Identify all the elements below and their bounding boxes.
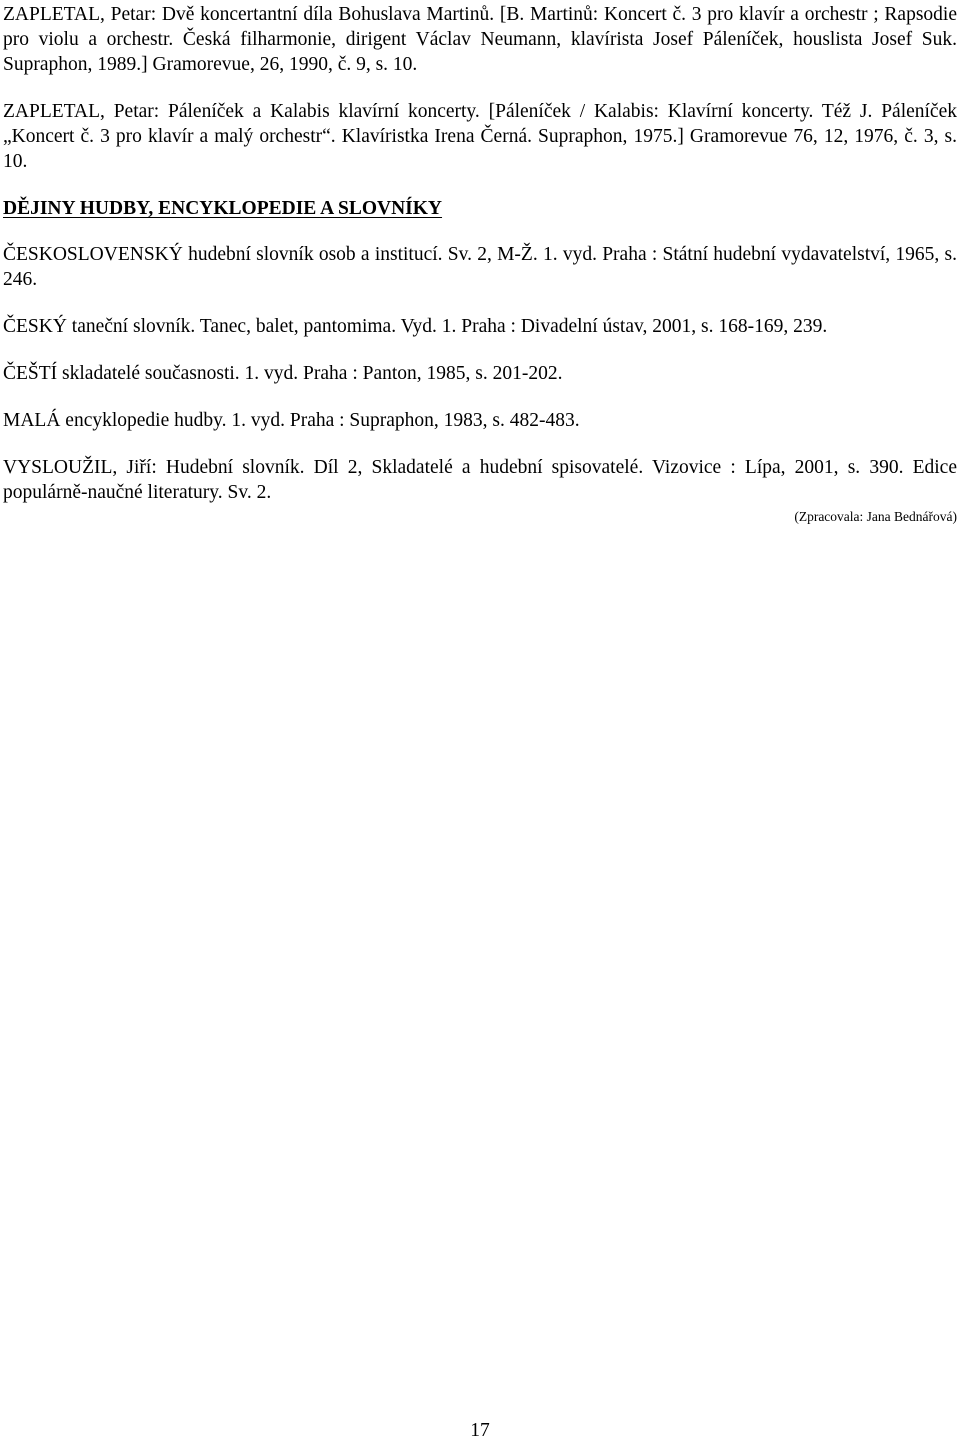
bibliography-entry: VYSLOUŽIL, Jiří: Hudební slovník. Díl 2, Skladatelé a hudební spisovatelé. Vizovice : Lípa, 2001, s. 390. Edice populárně-naučné literatury. Sv. 2.	[3, 457, 957, 503]
page-number: 17	[470, 1420, 490, 1441]
bibliography-entry: ČESKÝ taneční slovník. Tanec, balet, pantomima. Vyd. 1. Praha : Divadelní ústav, 2001, s. 168-169, 239.	[3, 316, 828, 337]
section-heading: DĚJINY HUDBY, ENCYKLOPEDIE A SLOVNÍKY	[3, 198, 443, 219]
bibliography-entry: ZAPLETAL, Petar: Dvě koncertantní díla Bohuslava Martinů. [B. Martinů: Koncert č. 3 pro klavír a orchestr ; Rapsodie pro violu a orchestr. Česká filharmonie, dirigent Václav Neumann, klavírista Josef Páleníček, houslista Josef Suk. Supraphon, 1989.] Gramorevue, 26, 1990, č. 9, s. 10.	[3, 4, 957, 75]
compiler-credit: (Zpracovala: Jana Bednářová)	[794, 509, 957, 524]
bibliography-entry: ČESKOSLOVENSKÝ hudební slovník osob a institucí. Sv. 2, M-Ž. 1. vyd. Praha : Státní hudební vydavatelství, 1965, s. 246.	[3, 244, 957, 290]
bibliography-entry: MALÁ encyklopedie hudby. 1. vyd. Praha : Supraphon, 1983, s. 482-483.	[3, 410, 580, 431]
bibliography-entry: ZAPLETAL, Petar: Páleníček a Kalabis klavírní koncerty. [Páleníček / Kalabis: Klavírní koncerty. Též J. Páleníček „Koncert č. 3 pro klavír a malý orchestr“. Klavíristka Irena Černá. Supraphon, 1975.] Gramorevue 76, 12, 1976, č. 3, s. 10.	[3, 101, 957, 172]
document-body	[3, 2, 957, 526]
bibliography-entry: ČEŠTÍ skladatelé současnosti. 1. vyd. Praha : Panton, 1985, s. 201-202.	[3, 363, 563, 384]
